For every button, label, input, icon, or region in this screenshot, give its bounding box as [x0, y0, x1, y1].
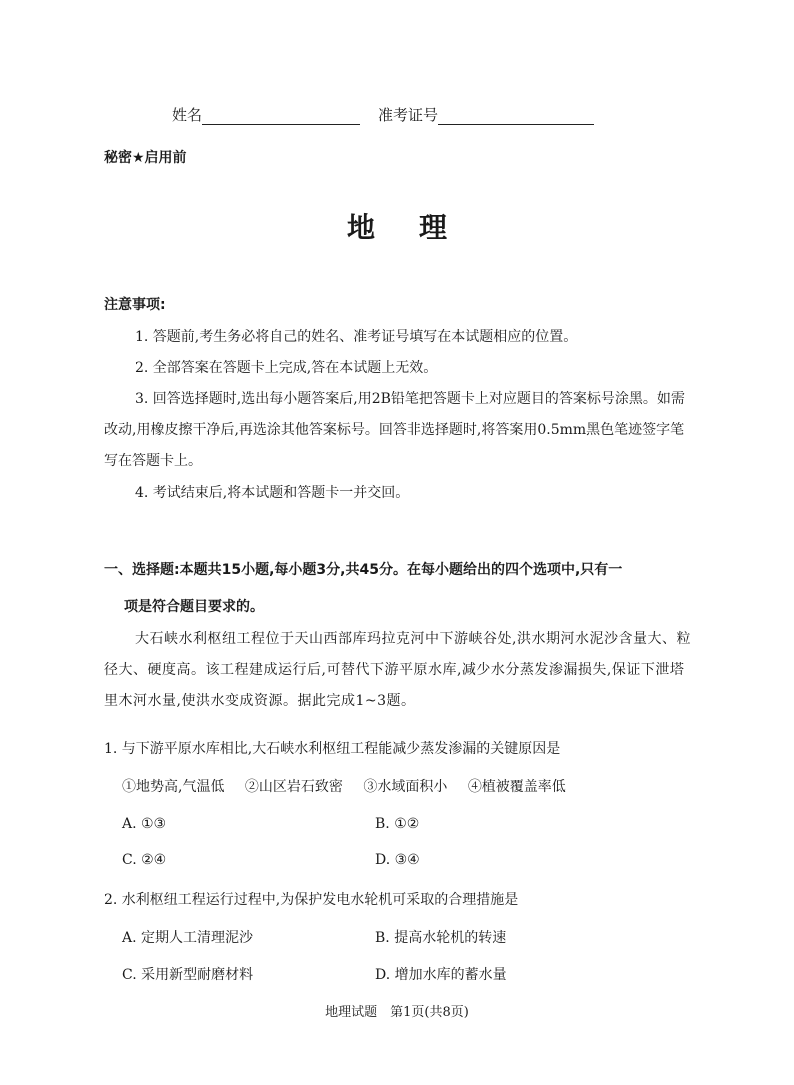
statement-4: ④植被覆盖率低 — [467, 779, 566, 795]
section-heading — [104, 552, 694, 626]
question-2-option-c: C. 采用新型耐磨材料 — [122, 967, 254, 983]
section-heading-line-1: 一、选择题:本题共15小题,每小题3分,共45分。在每小题给出的四个选项中,只有一 — [104, 562, 623, 578]
exam-id-blank — [438, 110, 594, 125]
name-label: 姓名 — [172, 106, 203, 124]
page-footer: 地理试题 第1页(共8页) — [325, 1005, 469, 1020]
question-2-stem: 2. 水利枢纽工程运行过程中,为保护发电水轮机可采取的合理措施是 — [104, 892, 519, 908]
candidate-info-line — [172, 104, 594, 125]
notice-item-1: 1. 答题前,考生务必将自己的姓名、准考证号填写在本试题相应的位置。 — [135, 329, 578, 345]
question-2-option-b: B. 提高水轮机的转速 — [375, 930, 507, 946]
notice-item-2: 2. 全部答案在答题卡上完成,答在本试题上无效。 — [135, 360, 438, 376]
secret-mark: 秘密★启用前 — [104, 150, 187, 166]
question-1-option-c: C. ②④ — [122, 852, 167, 868]
question-2-option-a: A. 定期人工清理泥沙 — [122, 930, 254, 946]
statement-2: ②山区岩石致密 — [244, 779, 343, 795]
question-1-option-b: B. ①② — [375, 816, 420, 832]
statement-3: ③水域面积小 — [363, 779, 448, 795]
page-title: 地理 — [346, 211, 491, 244]
question-2-option-d: D. 增加水库的蓄水量 — [375, 967, 507, 983]
statement-1: ①地势高,气温低 — [122, 779, 225, 795]
question-1-option-d: D. ③④ — [375, 852, 420, 868]
notice-heading: 注意事项: — [104, 297, 166, 313]
question-1-stem: 1. 与下游平原水库相比,大石峡水利枢纽工程能减少蒸发渗漏的关键原因是 — [104, 741, 561, 757]
question-1-option-a: A. ①③ — [122, 816, 167, 832]
notice-item-3: 3. 回答选择题时,选出每小题答案后,用2B铅笔把答题卡上对应题目的答案标号涂黑。如需改动,用橡皮擦干净后,再选涂其他答案标号。回答非选择题时,将答案用0.5mm黑色笔迹签字笔写在答题卡上。 — [104, 391, 685, 469]
reading-passage: 大石峡水利枢纽工程位于天山西部库玛拉克河中下游峡谷处,洪水期河水泥沙含量大、粒径大、硬度高。该工程建成运行后,可替代下游平原水库,减少水分蒸发渗漏损失,保证下泄塔里木河水量,使洪水变成资源。据此完成1~3题。 — [104, 631, 691, 709]
notice-item-4: 4. 考试结束后,将本试题和答题卡一并交回。 — [135, 485, 410, 501]
question-1-statements — [122, 776, 582, 796]
name-blank — [202, 110, 360, 125]
section-heading-line-2: 项是符合题目要求的。 — [124, 599, 264, 615]
exam-id-label: 准考证号 — [378, 106, 439, 124]
